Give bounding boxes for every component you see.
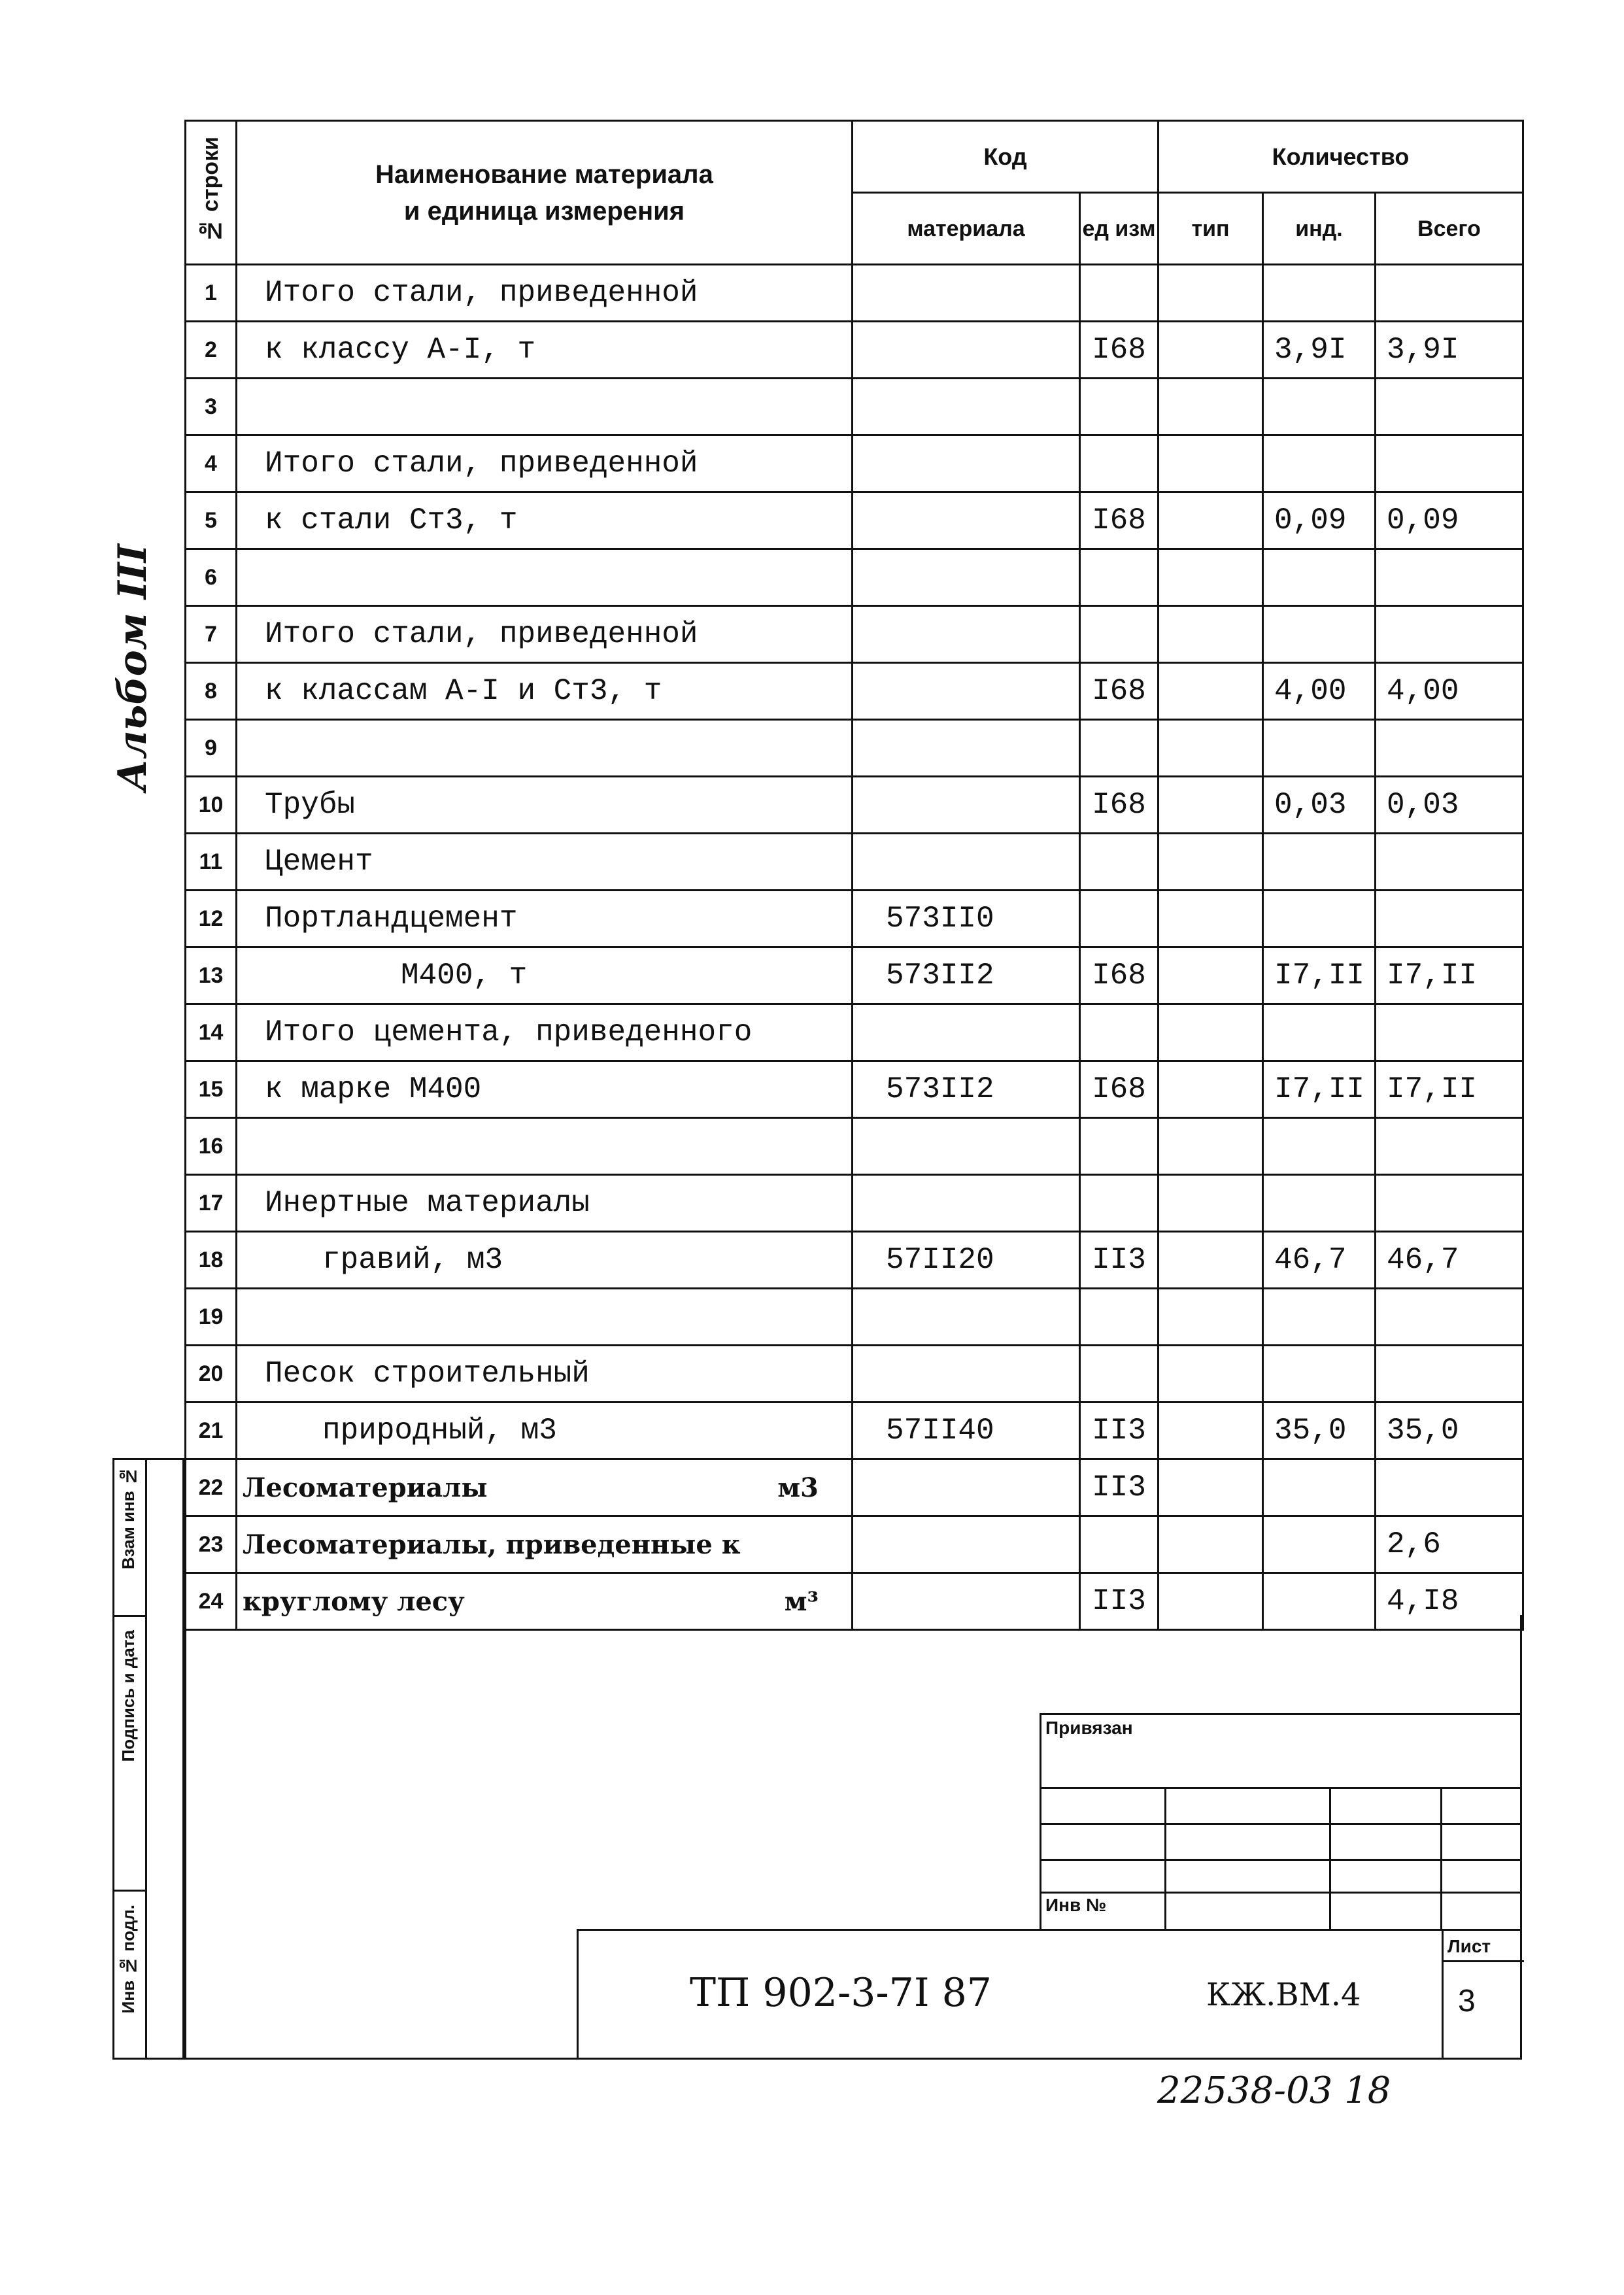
row-number: 20 [186,1346,237,1402]
material-name: Песок строительный [237,1346,853,1402]
unit-code [1080,891,1159,947]
qty-total: 0,03 [1376,777,1523,834]
unit-code [1080,435,1159,492]
qty-total: 4,I8 [1376,1573,1523,1630]
qty-ind: I7,II [1263,947,1376,1004]
unit-code: I68 [1080,777,1159,834]
qty-total [1376,379,1523,435]
material-code [853,265,1080,322]
table-row [186,777,1523,834]
qty-type [1159,1118,1263,1175]
qty-ind [1263,1516,1376,1573]
table-row [186,720,1523,777]
row-number: 16 [186,1118,237,1175]
unit-code [1080,834,1159,891]
qty-ind-header: инд. [1263,193,1376,265]
table-row [186,1459,1523,1516]
qty-type [1159,435,1263,492]
table-row [186,549,1523,606]
unit-code [1080,606,1159,663]
qty-type [1159,1459,1263,1516]
material-name: к стали Ст3, т [237,492,853,549]
qty-total [1376,435,1523,492]
qty-ind [1263,435,1376,492]
row-number: 14 [186,1004,237,1061]
material-name-unit: м3 [777,1472,819,1503]
qty-ind [1263,265,1376,322]
row-number: 3 [186,379,237,435]
table-row [186,1346,1523,1402]
unit-code: I68 [1080,1061,1159,1118]
material-name: Итого стали, приведенной [237,265,853,322]
qty-ind [1263,549,1376,606]
material-code: 573II2 [853,1061,1080,1118]
material-code [853,1004,1080,1061]
material-name: Лесоматериалы, приведенные к [237,1516,853,1573]
table-row [186,379,1523,435]
qty-ind: I7,II [1263,1061,1376,1118]
qty-type [1159,720,1263,777]
material-code: 573II2 [853,947,1080,1004]
unit-code [1080,1004,1159,1061]
row-number: 6 [186,549,237,606]
table-row [186,435,1523,492]
sheet-number: 3 [1458,1984,1476,2018]
table-row [186,891,1523,947]
material-name [237,1118,853,1175]
qty-total [1376,1289,1523,1346]
qty-total [1376,1346,1523,1402]
row-number: 22 [186,1459,237,1516]
row-number: 2 [186,322,237,379]
material-code: 57II40 [853,1402,1080,1459]
table-row [186,663,1523,720]
qty-type [1159,891,1263,947]
material-name [237,379,853,435]
qty-ind [1263,1175,1376,1232]
qty-ind: 0,09 [1263,492,1376,549]
material-name: Лесоматериалы м3 [237,1459,853,1516]
unit-code [1080,1175,1159,1232]
qty-type [1159,1061,1263,1118]
qty-type [1159,834,1263,891]
qty-total: 35,0 [1376,1402,1523,1459]
row-number: 11 [186,834,237,891]
row-number: 8 [186,663,237,720]
material-code [853,720,1080,777]
qty-total [1376,720,1523,777]
qty-type [1159,1232,1263,1289]
qty-ind [1263,379,1376,435]
qty-type [1159,265,1263,322]
row-number: 23 [186,1516,237,1573]
material-code [853,1118,1080,1175]
material-code: 573II0 [853,891,1080,947]
material-code [853,1289,1080,1346]
row-number: 4 [186,435,237,492]
row-number: 24 [186,1573,237,1630]
material-code [853,1459,1080,1516]
qty-total [1376,1118,1523,1175]
sheet-box: Лист 3 [1442,1931,1524,2060]
qty-type [1159,1289,1263,1346]
unit-code [1080,1346,1159,1402]
row-number: 19 [186,1289,237,1346]
material-name: Портландцемент [237,891,853,947]
qty-ind: 3,9I [1263,322,1376,379]
project-code: ТП 902-3-7I 87 [690,1970,992,2016]
qty-ind [1263,606,1376,663]
table-row [186,1061,1523,1118]
code-header: Код [853,121,1159,193]
material-name: Итого стали, приведенной [237,435,853,492]
qty-ind: 46,7 [1263,1232,1376,1289]
material-code [853,492,1080,549]
qty-ind [1263,834,1376,891]
qty-total: 0,09 [1376,492,1523,549]
material-code: 57II20 [853,1232,1080,1289]
side-stamp-strip [112,1458,184,2060]
unit-code: II3 [1080,1573,1159,1630]
qty-type [1159,1402,1263,1459]
row-number-header: № строки [186,121,237,265]
row-number: 15 [186,1061,237,1118]
qty-total [1376,265,1523,322]
table-row [186,1004,1523,1061]
material-name [237,549,853,606]
binding-stamp: Привязан Инв № [1040,1713,1522,1929]
table-row [186,606,1523,663]
qty-total-header: Всего [1376,193,1523,265]
material-name: к классу А-I, т [237,322,853,379]
qty-total: 4,00 [1376,663,1523,720]
row-number: 12 [186,891,237,947]
qty-total: 3,9I [1376,322,1523,379]
qty-total [1376,606,1523,663]
title-block [577,1929,1522,2060]
row-number: 5 [186,492,237,549]
qty-ind [1263,1289,1376,1346]
document-number: 22538-03 18 [1157,2069,1391,2112]
qty-type [1159,947,1263,1004]
qty-type [1159,606,1263,663]
qty-total: 2,6 [1376,1516,1523,1573]
material-code [853,606,1080,663]
material-code [853,549,1080,606]
material-name: гравий, м3 [237,1232,853,1289]
material-code [853,834,1080,891]
material-code [853,1346,1080,1402]
qty-ind [1263,891,1376,947]
qty-type [1159,492,1263,549]
table-row [186,834,1523,891]
qty-total: 46,7 [1376,1232,1523,1289]
qty-type [1159,663,1263,720]
material-code [853,379,1080,435]
album-label: Альбом III [110,544,156,791]
qty-ind: 0,03 [1263,777,1376,834]
qty-ind [1263,720,1376,777]
qty-type [1159,1516,1263,1573]
table-row [186,947,1523,1004]
material-code [853,1516,1080,1573]
qty-total [1376,891,1523,947]
unit-code [1080,549,1159,606]
unit-code: II3 [1080,1459,1159,1516]
qty-type [1159,379,1263,435]
unit-code [1080,1516,1159,1573]
unit-code: I68 [1080,663,1159,720]
material-name: М400, т [237,947,853,1004]
row-number: 1 [186,265,237,322]
qty-ind [1263,1346,1376,1402]
qty-total [1376,1004,1523,1061]
qty-ind [1263,1118,1376,1175]
material-name: Трубы [237,777,853,834]
row-number: 10 [186,777,237,834]
material-name-header: Наименование материала и единица измерения [237,121,853,265]
qty-ind [1263,1004,1376,1061]
material-name: Итого стали, приведенной [237,606,853,663]
material-name: Цемент [237,834,853,891]
material-name: Итого цемента, приведенного [237,1004,853,1061]
material-name: к марке М400 [237,1061,853,1118]
row-number: 18 [186,1232,237,1289]
material-name: Инертные материалы [237,1175,853,1232]
qty-total [1376,1459,1523,1516]
material-name: к классам А-I и Ст3, т [237,663,853,720]
table-row [186,1175,1523,1232]
unit-code: I68 [1080,492,1159,549]
material-name: природный, м3 [237,1402,853,1459]
unit-code [1080,265,1159,322]
material-code [853,777,1080,834]
unit-code: II3 [1080,1232,1159,1289]
qty-total [1376,1175,1523,1232]
row-number: 7 [186,606,237,663]
unit-code [1080,720,1159,777]
material-code-header: материала [853,193,1080,265]
replaced-inv-cell: Взам инв № [114,1460,147,1617]
qty-type-header: тип [1159,193,1263,265]
qty-type [1159,1175,1263,1232]
qty-ind: 4,00 [1263,663,1376,720]
unit-code [1080,379,1159,435]
material-name [237,1289,853,1346]
row-number: 13 [186,947,237,1004]
table-row [186,1232,1523,1289]
materials-table [184,120,1524,1631]
material-name [237,720,853,777]
row-number: 17 [186,1175,237,1232]
qty-total: I7,II [1376,1061,1523,1118]
table-row [186,1516,1523,1573]
qty-ind [1263,1459,1376,1516]
qty-total: I7,II [1376,947,1523,1004]
qty-total [1376,834,1523,891]
sign-date-cell: Подпись и дата [114,1617,147,1892]
unit-code [1080,1118,1159,1175]
table-row [186,1289,1523,1346]
material-code [853,435,1080,492]
table-row [186,1118,1523,1175]
qty-type [1159,1346,1263,1402]
drawing-mark: КЖ.ВМ.4 [1206,1977,1361,2013]
table-row [186,322,1523,379]
material-code [853,663,1080,720]
table-row [186,492,1523,549]
qty-type [1159,777,1263,834]
material-name-unit: м³ [784,1586,819,1617]
row-number: 9 [186,720,237,777]
unit-code-header: ед изм [1080,193,1159,265]
unit-code: I68 [1080,322,1159,379]
unit-code: II3 [1080,1402,1159,1459]
original-inv-cell: Инв № подл. [114,1892,147,2058]
qty-type [1159,322,1263,379]
row-number: 21 [186,1402,237,1459]
qty-type [1159,549,1263,606]
qty-type [1159,1004,1263,1061]
quantity-header: Количество [1159,121,1523,193]
material-code [853,322,1080,379]
table-row [186,265,1523,322]
unit-code [1080,1289,1159,1346]
qty-ind: 35,0 [1263,1402,1376,1459]
material-name: круглому лесу м³ [237,1573,853,1630]
unit-code: I68 [1080,947,1159,1004]
material-code [853,1175,1080,1232]
table-row [186,1402,1523,1459]
qty-total [1376,549,1523,606]
